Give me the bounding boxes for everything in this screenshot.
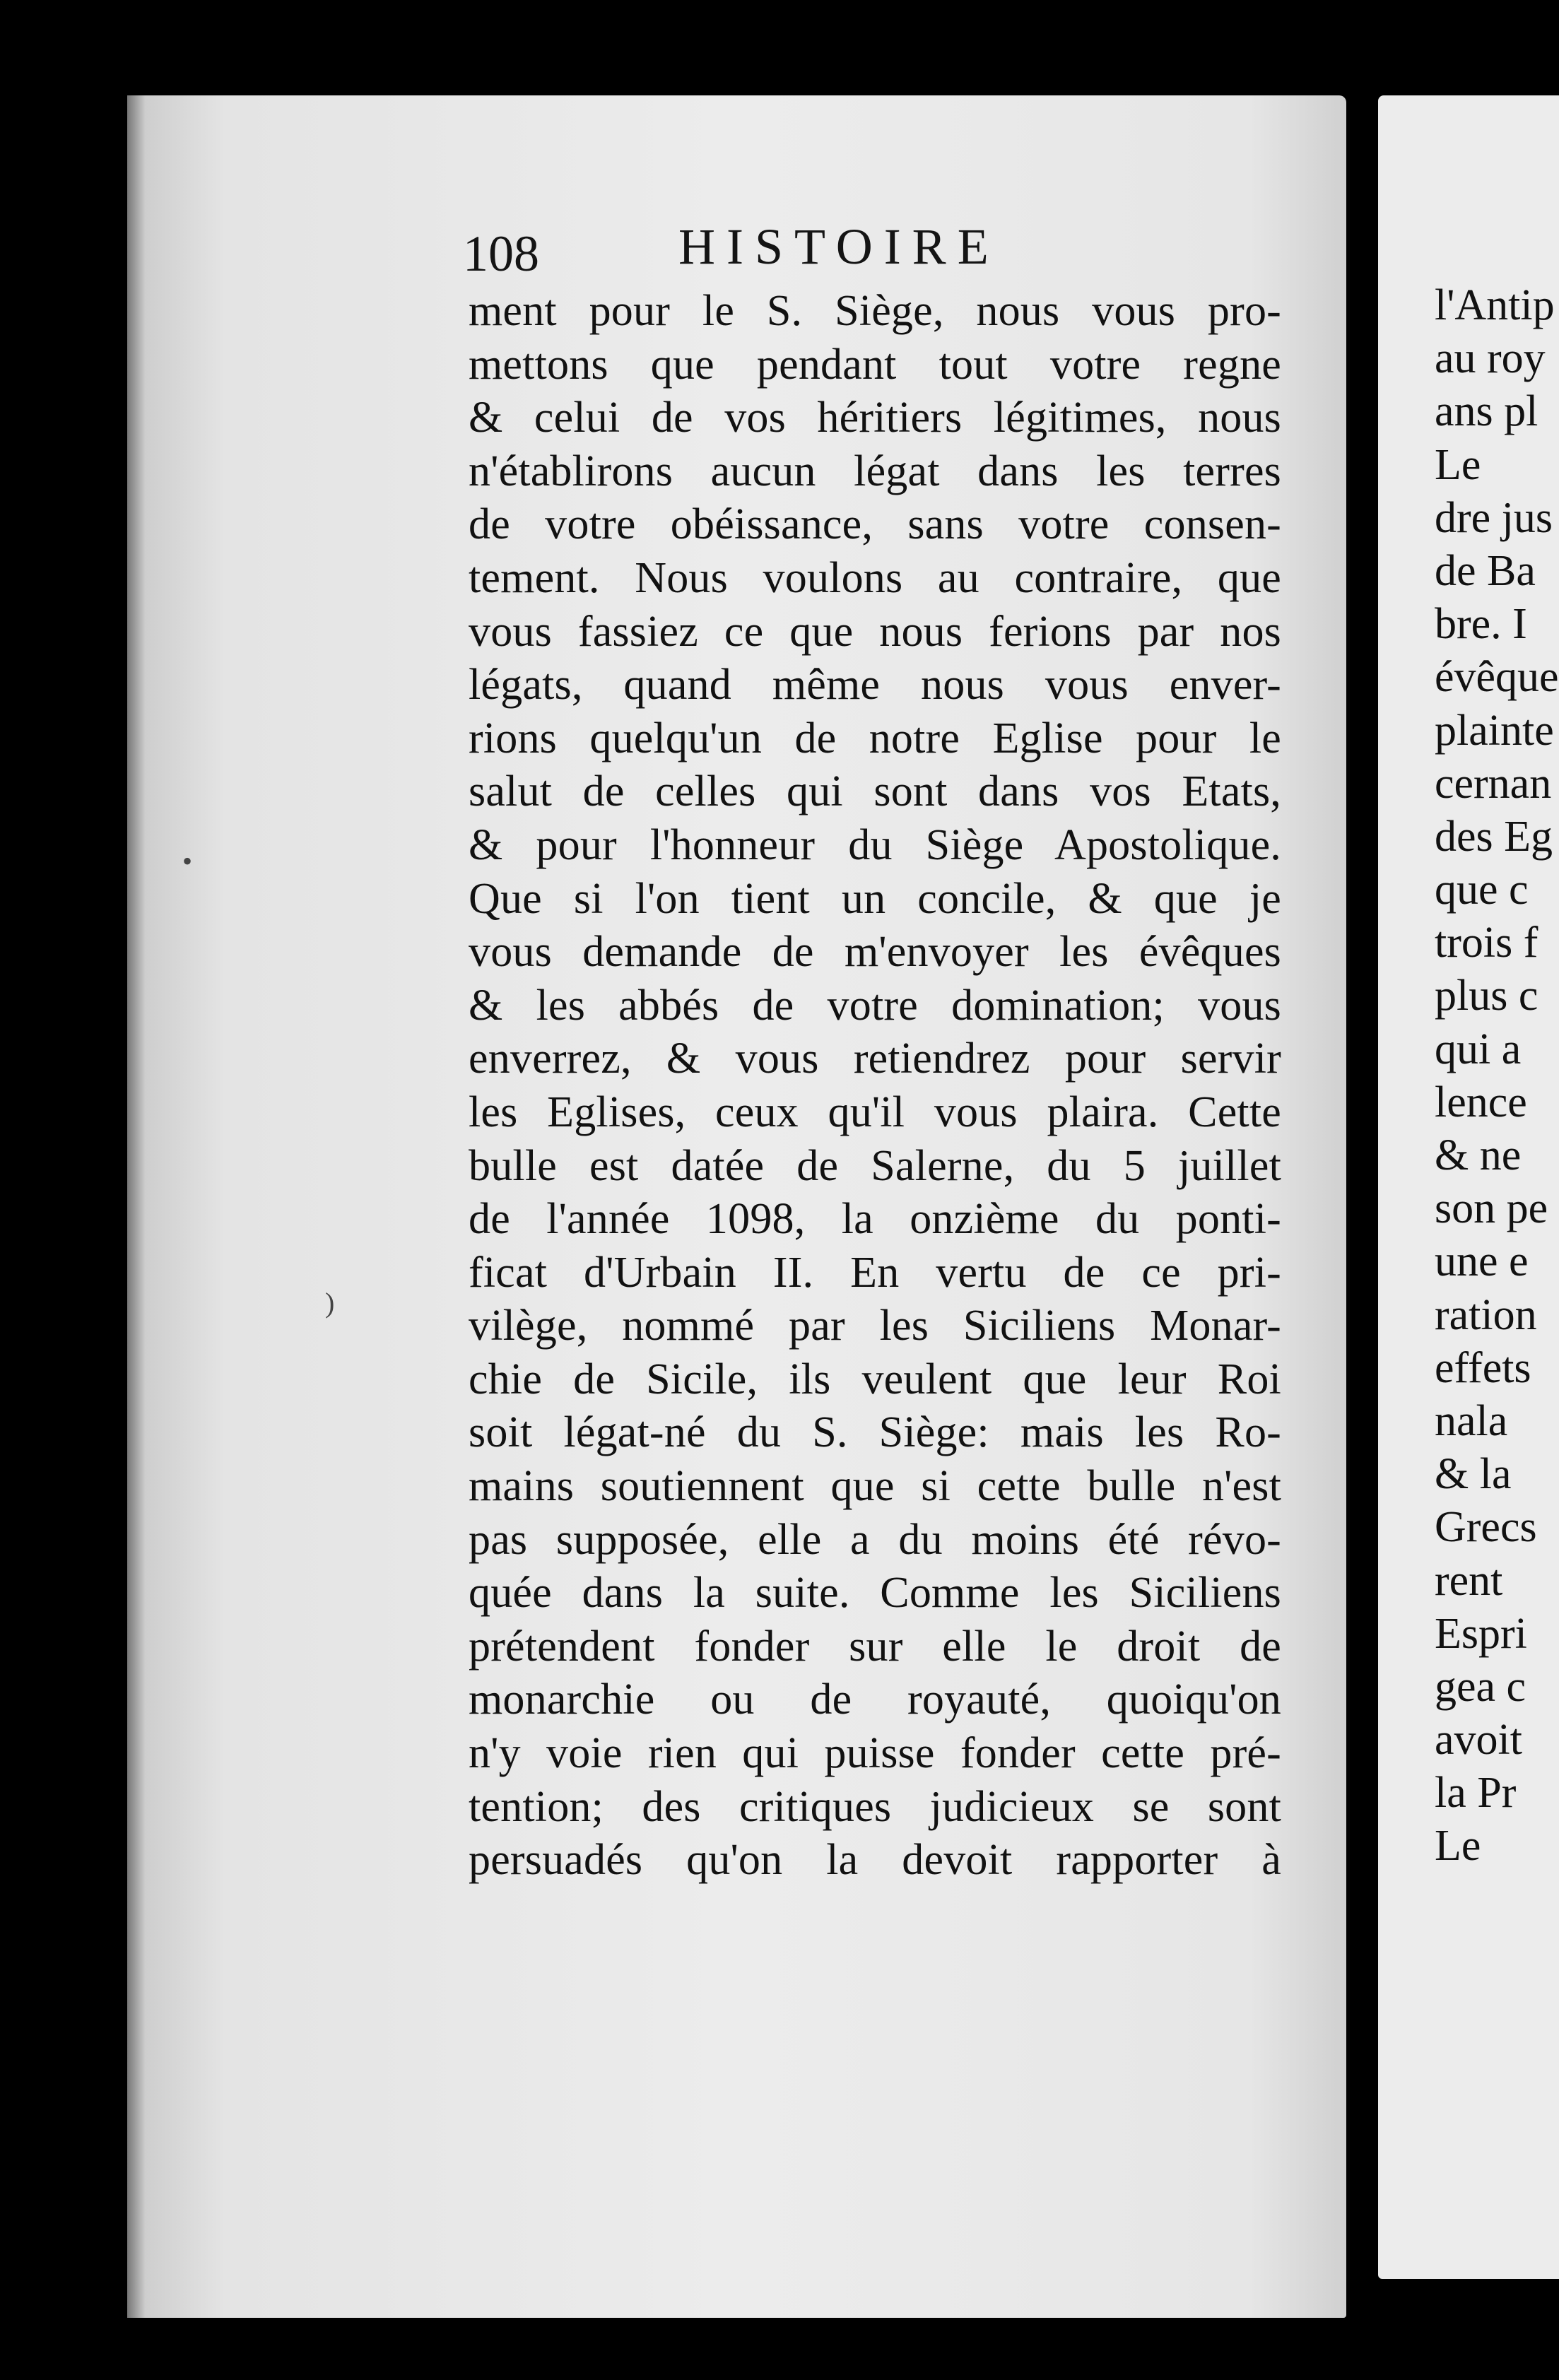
right-text-line: son pe (1435, 1184, 1548, 1233)
text-line: rions quelqu'un de notre Eglise pour le (469, 714, 1281, 762)
text-line: salut de celles qui sont dans vos Etats, (469, 767, 1281, 816)
right-text-line: Grecs (1435, 1503, 1537, 1552)
text-line: légats, quand même nous vous enver- (469, 661, 1281, 709)
right-text-line: l'Antip (1435, 281, 1555, 329)
right-text-line: que c (1435, 866, 1529, 914)
page-header (339, 212, 1286, 290)
right-text-line: Le (1435, 440, 1481, 489)
right-text-line: au roy (1435, 334, 1546, 383)
right-text-line: ans pl (1435, 387, 1539, 436)
right-text-line: nala (1435, 1396, 1508, 1445)
right-text-line: qui a (1435, 1025, 1522, 1073)
text-line: de votre obéissance, sans votre consen- (469, 500, 1281, 549)
right-text-line: effets (1435, 1343, 1531, 1392)
text-line: monarchie ou de royauté, quoiqu'on (469, 1675, 1281, 1724)
right-text-line: avoit (1435, 1716, 1522, 1765)
text-line: tement. Nous voulons au contraire, que (469, 553, 1281, 602)
text-line: soit légat-né du S. Siège: mais les Ro- (469, 1408, 1281, 1457)
text-line: de l'année 1098, la onzième du ponti- (469, 1195, 1281, 1244)
text-line: quée dans la suite. Comme les Siciliens (469, 1569, 1281, 1618)
right-page-text (1435, 279, 1559, 1873)
right-text-line: évêque (1435, 653, 1559, 702)
text-line: tention; des critiques judicieux se sont (469, 1782, 1281, 1831)
right-text-line: lence (1435, 1078, 1527, 1126)
right-text-line: une e (1435, 1237, 1529, 1286)
text-line: vilège, nommé par les Siciliens Monar- (469, 1302, 1281, 1350)
right-text-line: bre. I (1435, 600, 1527, 649)
right-text-line: plus c (1435, 972, 1539, 1020)
text-line: mains soutiennent que si cette bulle n'est (469, 1462, 1281, 1511)
text-line: ficat d'Urbain II. En vertu de ce pri- (469, 1248, 1281, 1297)
text-line: prétendent fonder sur elle le droit de (469, 1622, 1281, 1671)
page-number: 108 (463, 225, 539, 282)
paper-speck: ) (325, 1287, 335, 1319)
text-line: enverrez, & vous retiendrez pour servir (469, 1035, 1281, 1083)
right-text-line: trois f (1435, 919, 1539, 967)
right-text-line: plainte (1435, 706, 1554, 755)
right-text-line: Le (1435, 1822, 1481, 1871)
paper-speck: • (182, 845, 193, 877)
right-text-line: gea c (1435, 1662, 1526, 1711)
text-line: & les abbés de votre domination; vous (469, 981, 1281, 1030)
right-text-line: des Eg (1435, 812, 1553, 861)
text-line: mettons que pendant tout votre regne (469, 340, 1281, 389)
right-text-line: de Ba (1435, 546, 1536, 595)
right-text-line: Espri (1435, 1609, 1527, 1658)
text-line: vous fassiez ce que nous ferions par nos (469, 607, 1281, 656)
text-line: & pour l'honneur du Siège Apostolique. (469, 820, 1281, 869)
text-line: persuadés qu'on la devoit rapporter à (469, 1836, 1281, 1885)
left-page-text (469, 285, 1281, 1887)
text-line: pas supposée, elle a du moins été révo- (469, 1515, 1281, 1564)
text-line: vous demande de m'envoyer les évêques (469, 928, 1281, 977)
right-text-line: la Pr (1435, 1769, 1517, 1818)
right-text-line: ration (1435, 1290, 1537, 1339)
text-line: bulle est datée de Salerne, du 5 juillet (469, 1141, 1281, 1190)
text-line: ment pour le S. Siège, nous vous pro- (469, 287, 1281, 335)
right-text-line: & ne (1435, 1131, 1522, 1179)
text-line: n'y voie rien qui puisse fonder cette pré- (469, 1729, 1281, 1778)
text-line: Que si l'on tient un concile, & que je (469, 874, 1281, 923)
text-line: & celui de vos héritiers légitimes, nous (469, 394, 1281, 442)
right-text-line: rent (1435, 1556, 1503, 1605)
text-line: n'établirons aucun légat dans les terres (469, 447, 1281, 495)
right-text-line: dre jus (1435, 493, 1553, 542)
right-text-line: cernan (1435, 759, 1552, 808)
text-line: chie de Sicile, ils veulent que leur Roi (469, 1355, 1281, 1403)
running-title: HISTOIRE (678, 218, 1000, 275)
text-line: les Eglises, ceux qu'il vous plaira. Cette (469, 1088, 1281, 1136)
right-text-line: & la (1435, 1450, 1512, 1499)
